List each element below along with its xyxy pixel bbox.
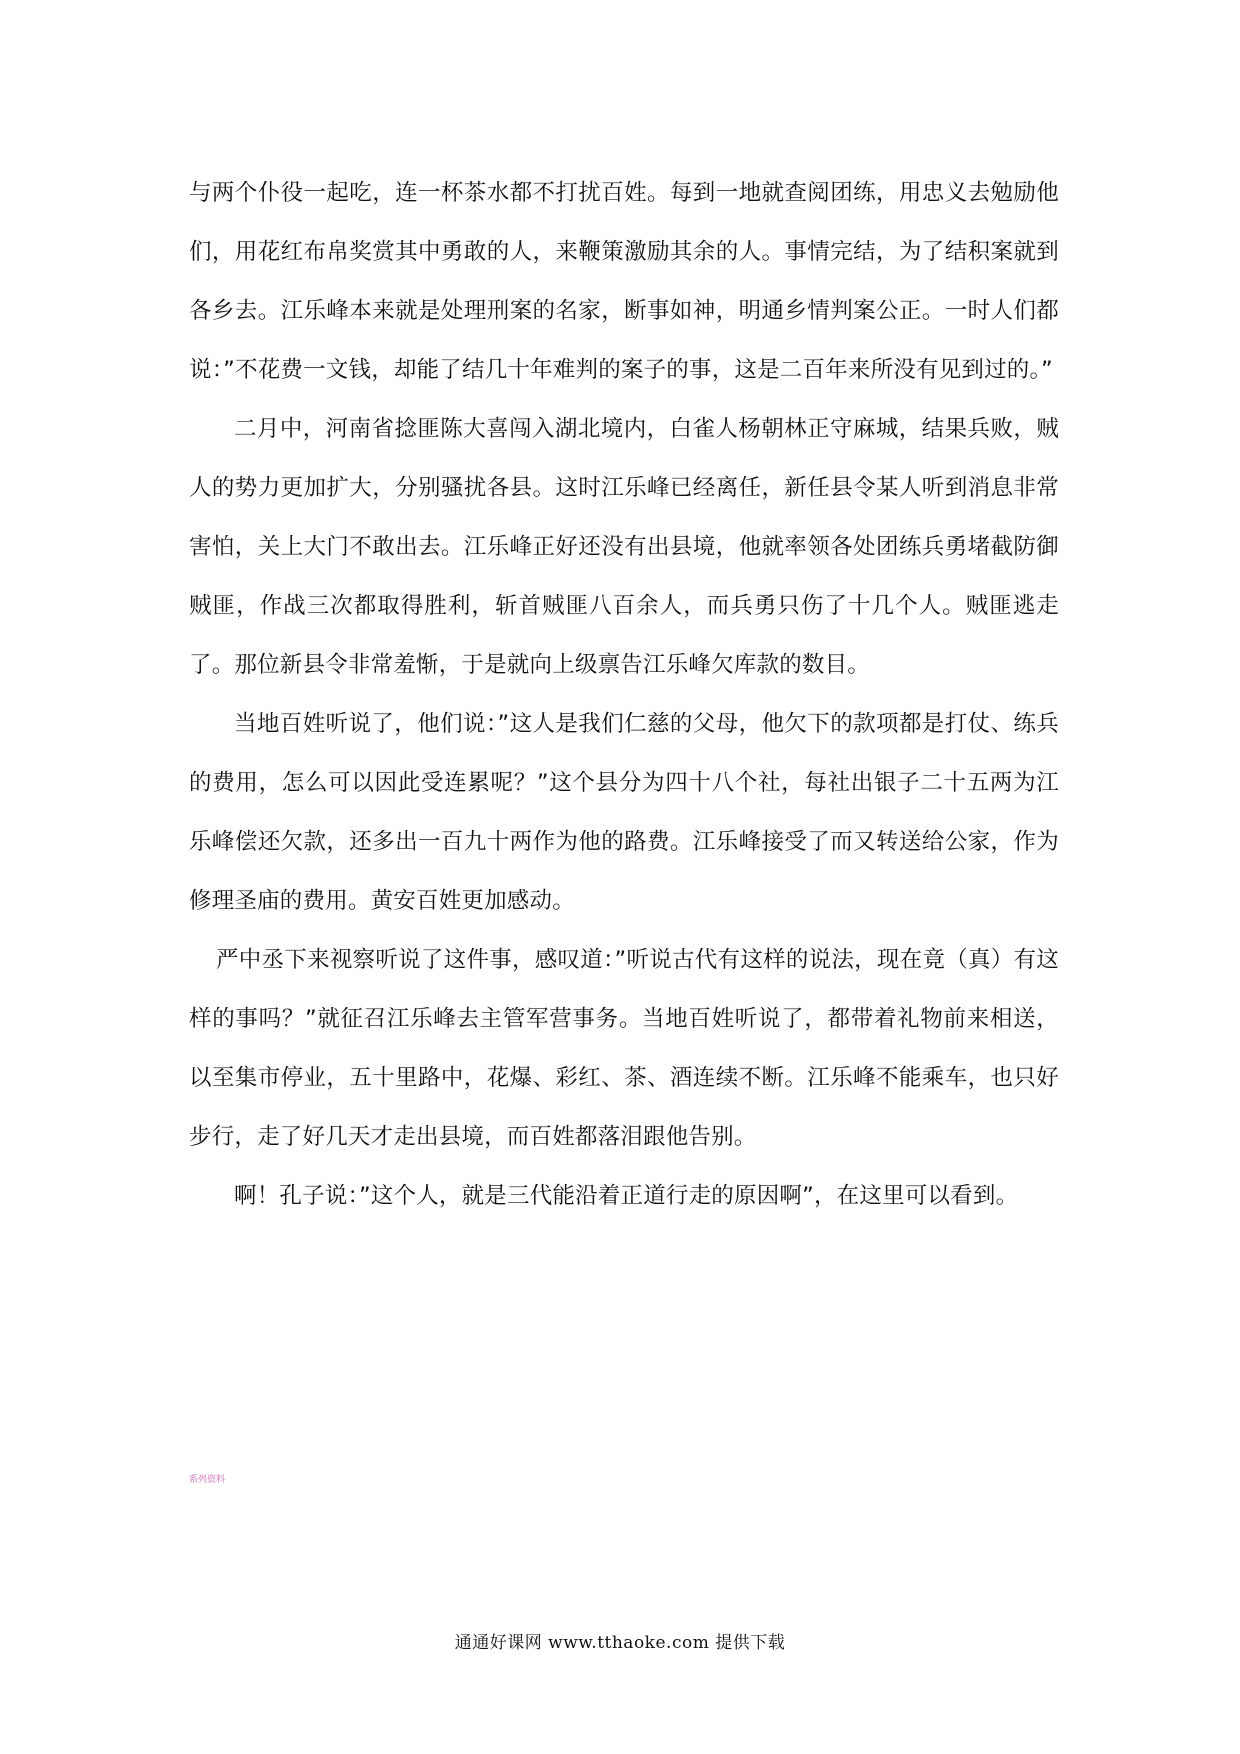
series-note: 系列资料 — [189, 1475, 226, 1485]
paragraph-2: 二月中，河南省捻匪陈大喜闯入湖北境内，白雀人杨朝林正守麻城，结果兵败，贼人的势力更加扩大，分别骚扰各县。这时江乐峰已经离任，新任县令某人听到消息非常害怕，关上大门不敢出去。江乐峰正好还没有出县境，他就率领各处团练兵勇堵截防御贼匪，作战三次都取得胜利，斩首贼匪八百余人，而兵勇只伤了十几个人。贼匪逃走了。那位新县令非常羞惭，于是就向上级禀告江乐峰欠库款的数目。 — [189, 416, 1059, 678]
page-footer: 通通好课网 www.tthaoke.com 提供下载 — [454, 1633, 786, 1653]
paragraph-5: 啊！孔子说：”这个人，就是三代能沿着正道行走的原因啊”，在这里可以看到。 — [234, 1183, 1019, 1209]
paragraph-3: 当地百姓听说了，他们说：”这人是我们仁慈的父母，他欠下的款项都是打仗、练兵的费用，怎么可以因此受连累呢？”这个县分为四十八个社，每社出银子二十五两为江乐峰偿还欠款，还多出一百九十两作为他的路费。江乐峰接受了而又转送给公家，作为修理圣庙的费用。黄安百姓更加感动。 — [189, 711, 1059, 914]
paragraph-1: 与两个仆役一起吃，连一杯茶水都不打扰百姓。每到一地就查阅团练，用忠义去勉励他们，用花红布帛奖赏其中勇敢的人，来鞭策激励其余的人。事情完结，为了结积案就到各乡去。江乐峰本来就是处理刑案的名家，断事如神，明通乡情判案公正。一时人们都说：”不花费一文钱，却能了结几十年难判的案子的事，这是二百年来所没有见到过的。” — [189, 180, 1059, 383]
paragraph-4: 严中丞下来视察听说了这件事，感叹道：”听说古代有这样的说法，现在竟（真）有这样的事吗？”就征召江乐峰去主管军营事务。当地百姓听说了，都带着礼物前来相送，以至集市停业，五十里路中，花爆、彩红、茶、酒连续不断。江乐峰不能乘车，也只好步行，走了好几天才走出县境，而百姓都落泪跟他告别。 — [189, 947, 1059, 1150]
body-text — [189, 164, 1059, 1226]
